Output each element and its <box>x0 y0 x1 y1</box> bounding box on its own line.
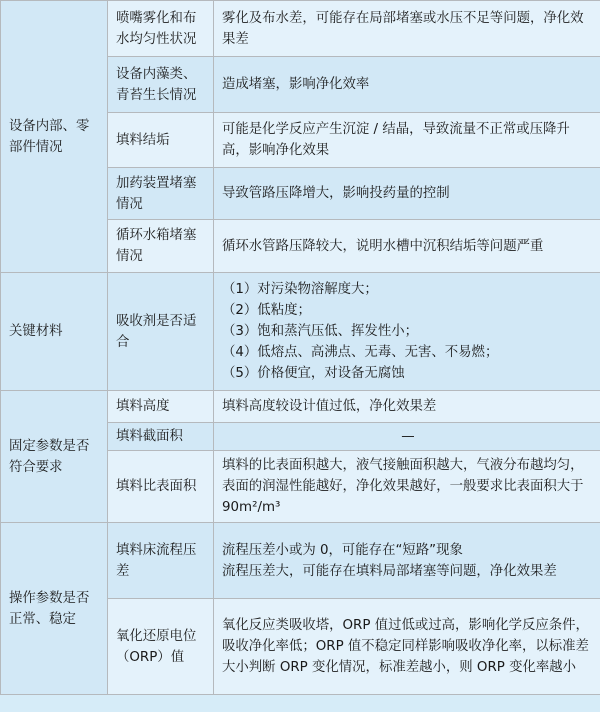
desc-cell: 可能是化学反应产生沉淀 / 结晶，导致流量不正常或压降升高，影响净化效果 <box>214 113 600 168</box>
category-cell: 设备内部、零部件情况 <box>1 1 108 273</box>
item-cell: 氧化还原电位（ORP）值 <box>108 599 214 695</box>
item-cell: 喷嘴雾化和布水均匀性状况 <box>108 1 214 57</box>
item-cell: 加药装置堵塞情况 <box>108 168 214 220</box>
desc-cell: 填料的比表面积越大，液气接触面积越大，气液分布越均匀，表面的润湿性能越好，净化效果越好，一般要求比表面积大于 90m²/m³ <box>214 451 600 523</box>
list-item: （4）低熔点、高沸点、无毒、无害、不易燃； <box>222 345 499 360</box>
desc-cell: 填料高度较设计值过低，净化效果差 <box>214 391 600 423</box>
category-cell: 固定参数是否符合要求 <box>1 391 108 523</box>
desc-cell: 雾化及布水差，可能存在局部堵塞或水压不足等问题，净化效果差 <box>214 1 600 57</box>
list-item: （3）饱和蒸汽压低、挥发性小； <box>222 324 418 339</box>
item-cell: 吸收剂是否适合 <box>108 273 214 391</box>
list-item: （2）低粘度； <box>222 303 311 318</box>
desc-cell: 导致管路压降增大，影响投药量的控制 <box>214 168 600 220</box>
desc-list-cell <box>214 523 600 599</box>
item-cell: 填料截面积 <box>108 423 214 451</box>
item-cell: 填料高度 <box>108 391 214 423</box>
item-cell: 填料结垢 <box>108 113 214 168</box>
item-cell: 循环水箱堵塞情况 <box>108 220 214 273</box>
list-item: 流程压差小或为 0，可能存在“短路”现象 <box>222 542 463 558</box>
category-cell: 操作参数是否正常、稳定 <box>1 523 108 695</box>
item-cell: 填料床流程压差 <box>108 523 214 599</box>
desc-list-cell <box>214 273 600 391</box>
item-cell: 填料比表面积 <box>108 451 214 523</box>
desc-cell: 循环水管路压降较大，说明水槽中沉积结垢等问题严重 <box>214 220 600 273</box>
category-cell: 关键材料 <box>1 273 108 391</box>
desc-cell: 造成堵塞，影响净化效率 <box>214 57 600 113</box>
list-item: 流程压差大，可能存在填料局部堵塞等问题，净化效果差 <box>222 563 557 579</box>
item-cell: 设备内藻类、青苔生长情况 <box>108 57 214 113</box>
desc-cell: 氧化反应类吸收塔，ORP 值过低或过高，影响化学反应条件，吸收净化率低；ORP 值不稳定同样影响吸收净化率，以标准差大小判断 ORP 变化情况，标准差越小，则 ORP 变化率越小 <box>214 599 600 695</box>
list-item: （1）对污染物溶解度大； <box>222 282 378 297</box>
list-item: （5）价格便宜，对设备无腐蚀 <box>222 366 405 381</box>
desc-cell: — <box>214 423 600 451</box>
